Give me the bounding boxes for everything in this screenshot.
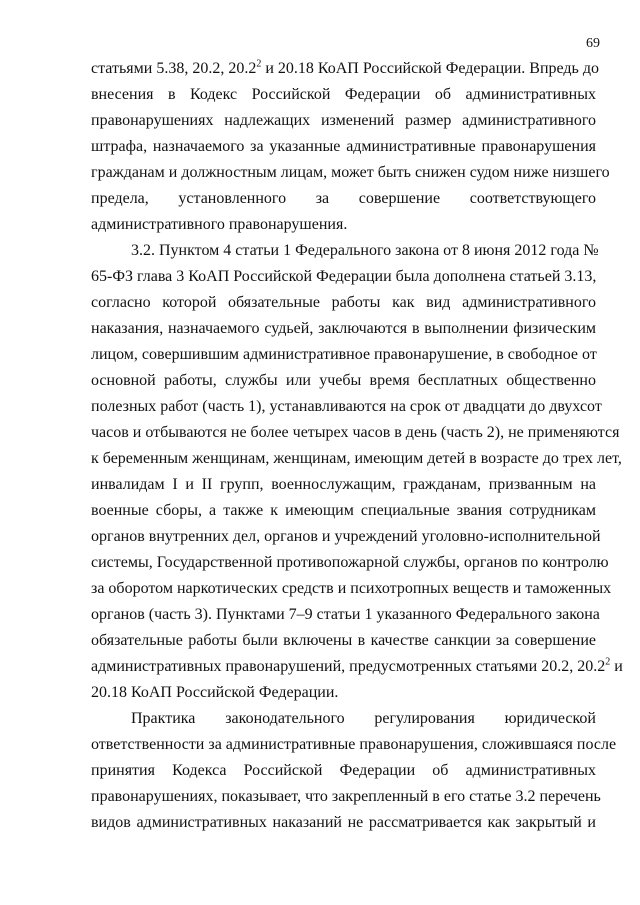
text-line (91, 316, 596, 342)
text-line-content: 65-ФЗ глава 3 КоАП Российской Федерации была дополнена статьей 3.13, (91, 268, 597, 285)
text-line (91, 706, 596, 732)
text-line-content: основной работы, службы или учебы время бесплатных общественно (91, 372, 596, 389)
text-line-content: внесения в Кодекс Российской Федерации об административных (91, 86, 596, 103)
text-line (91, 524, 601, 550)
text-line-content: за оборотом наркотических средств и психотропных веществ и таможенных (91, 580, 612, 597)
text-line-content: органов внутренних дел, органов и учреждений уголовно-исполнительной (91, 528, 601, 545)
text-line-content: гражданам и должностным лицам, может быть снижен судом ниже низшего (91, 164, 610, 181)
superscript: 2 (605, 656, 611, 668)
text-line (91, 758, 596, 784)
text-line (91, 186, 596, 212)
text-line-content: правонарушениях, показывает, что закрепленный в его статье 3.2 перечень (91, 788, 601, 805)
text-line (91, 498, 596, 524)
text-line (91, 290, 596, 316)
text-line (91, 576, 612, 602)
text-line-tail: и (610, 658, 623, 675)
page-number: 69 (586, 36, 600, 51)
text-line (91, 732, 617, 758)
text-line-content: ответственности за административные правонарушения, сложившаяся после (91, 736, 617, 753)
text-line-content: административных правонарушений, предусмотренных статьями 20.2, 20.2 (91, 658, 606, 675)
text-line (91, 108, 596, 134)
text-line-content: полезных работ (часть 1), устанавливаются на срок от двадцати до двухсот (91, 398, 602, 415)
text-line-content: принятия Кодекса Российской Федерации об административных (91, 762, 596, 779)
superscript: 2 (256, 58, 262, 70)
text-line (91, 56, 599, 82)
text-line (91, 784, 601, 810)
text-line-content: видов административных наказаний не рассматривается как закрытый и (91, 814, 596, 831)
text-line (91, 368, 596, 394)
text-line (91, 160, 610, 186)
text-line-content: согласно которой обязательные работы как вид административного (91, 294, 596, 311)
text-line (91, 238, 599, 264)
text-line (91, 342, 596, 368)
text-line-content: наказания, назначаемого судьей, заключаются в выполнении физическим (91, 320, 596, 337)
text-line-content: Практика законодательного регулирования юридической (131, 710, 596, 727)
text-line (91, 134, 596, 160)
text-line (91, 810, 596, 836)
text-line (91, 550, 609, 576)
text-line (91, 82, 596, 108)
text-line-content: обязательные работы были включены в качестве санкции за совершение (91, 632, 596, 649)
document-body (91, 56, 623, 836)
text-line-content: лицом, совершившим административное правонарушение, в свободное от (91, 346, 597, 363)
text-line (91, 394, 602, 420)
text-line-content: к беременным женщинам, женщинам, имеющим детей в возрасте до трех лет, (91, 450, 622, 467)
text-line-content: часов и отбываются не более четырех часов в день (часть 2), не применяются (91, 424, 620, 441)
text-line-content: инвалидам I и II групп, военнослужащим, гражданам, призванным на (91, 476, 596, 493)
text-line-content: системы, Государственной противопожарной службы, органов по контролю (91, 554, 609, 571)
text-line-content: административного правонарушения. (91, 216, 348, 233)
text-line-content: статьями 5.38, 20.2, 20.2 (91, 60, 257, 77)
text-line (91, 446, 622, 472)
text-line-content: предела, установленного за совершение соответствующего (91, 190, 596, 207)
text-line (91, 602, 600, 628)
text-line (91, 472, 596, 498)
text-line (91, 420, 620, 446)
text-line-content: органов (часть 3). Пунктами 7–9 статьи 1 указанного Федерального закона (91, 606, 600, 623)
text-line (91, 264, 596, 290)
text-line-content: 3.2. Пунктом 4 статьи 1 Федерального закона от 8 июня 2012 года № (131, 242, 599, 259)
text-line (91, 212, 596, 238)
text-line-tail: и 20.18 КоАП Российской Федерации. Впредь до (261, 60, 599, 77)
text-line (91, 628, 596, 654)
text-line (91, 680, 596, 706)
text-line-content: военные сборы, а также к имеющим специальные звания сотрудникам (91, 502, 596, 519)
text-line-content: правонарушениях надлежащих изменений размер административного (91, 112, 596, 129)
text-line (91, 654, 623, 680)
text-line-content: штрафа, назначаемого за указанные административные правонарушения (91, 138, 596, 155)
text-line-content: 20.18 КоАП Российской Федерации. (91, 684, 339, 701)
